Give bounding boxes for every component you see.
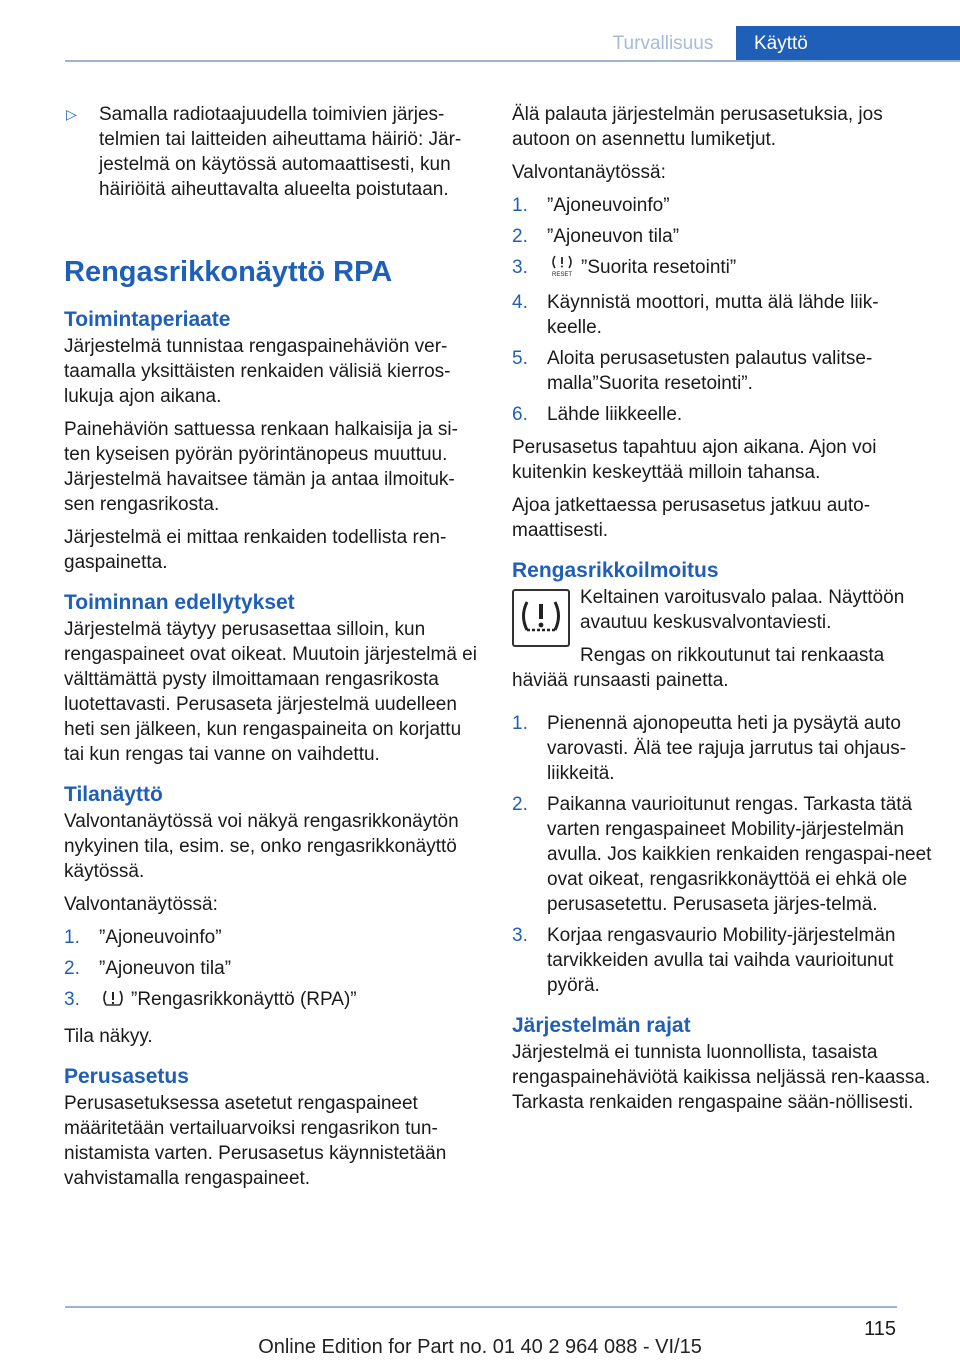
list-text: Paikanna vaurioitunut rengas. Tarkasta tätä varten rengaspaineet Mobility-järjestelmän avulla. Jos kaikkien renkaiden rengaspai-neet ovat oikeat, rengasrikkonäyttöä ei ehkä ole perusasetettu. Perusaseta järjes-telmä. bbox=[547, 794, 932, 915]
triangle-bullet-icon: ▷ bbox=[66, 106, 77, 122]
list-item bbox=[512, 711, 932, 786]
list-number: 2. bbox=[512, 794, 528, 815]
paragraph: Rengas on rikkoutunut tai renkaasta häviää runsaasti painetta. bbox=[512, 645, 885, 691]
note-text: Samalla radiotaajuudella toimivien järjes-telmien tai laitteiden aiheuttama häiriö: Jär-jestelmä on käytössä automaattisesti, kun häiriöitä aiheuttavalta alueelta poistutaan. bbox=[99, 104, 462, 200]
steps-list-puncture bbox=[512, 711, 932, 998]
heading-toimintaperiaate: Toimintaperiaate bbox=[64, 308, 231, 331]
paragraph: Painehäviön sattuessa renkaan halkaisija ja si-ten kyseisen pyörän pyörintänopeus muuttuu. Järjestelmä havaitsee tämän ja antaa ilmoituk-sen rengasrikosta. bbox=[64, 419, 458, 515]
list-item bbox=[512, 402, 932, 427]
list-number: 4. bbox=[512, 292, 528, 313]
right-column bbox=[512, 102, 932, 1123]
list-number: 2. bbox=[512, 226, 528, 247]
list-item bbox=[512, 255, 932, 284]
list-number: 3. bbox=[512, 257, 528, 278]
paragraph: Perusasetus tapahtuu ajon aikana. Ajon voi kuitenkin keskeyttää milloin tahansa. bbox=[512, 437, 877, 483]
list-number: 5. bbox=[512, 348, 528, 369]
list-item bbox=[512, 290, 932, 340]
list-item bbox=[64, 956, 480, 981]
list-text: ”Ajoneuvon tila” bbox=[99, 958, 232, 979]
paragraph: Perusasetuksessa asetetut rengaspaineet määritetään vertailuarvoiksi rengasrikon tun-nistamista varten. Perusasetus käynnistetään vahvistamalla rengaspaineet. bbox=[64, 1093, 447, 1189]
tire-pressure-icon bbox=[101, 989, 125, 1016]
list-text: ”Ajoneuvoinfo” bbox=[547, 195, 670, 216]
list-text: Lähde liikkeelle. bbox=[547, 404, 683, 425]
section-tab-kaytto[interactable]: Käyttö bbox=[736, 26, 960, 62]
heading-jarjestelman-rajat: Järjestelmän rajat bbox=[512, 1014, 691, 1037]
note-item bbox=[64, 102, 480, 202]
chapter-title: Rengasrikkonäyttö RPA bbox=[64, 256, 393, 288]
list-text: ”Rengasrikkonäyttö (RPA)” bbox=[131, 989, 357, 1010]
list-item bbox=[64, 987, 480, 1016]
page-number: 115 bbox=[864, 1318, 896, 1340]
warning-block bbox=[512, 585, 932, 701]
list-number: 3. bbox=[512, 925, 528, 946]
heading-perusasetus: Perusasetus bbox=[64, 1065, 189, 1088]
header-divider bbox=[65, 60, 960, 62]
paragraph: Järjestelmä täytyy perusasettaa silloin, kun rengaspaineet ovat oikeat. Muutoin järjestelmä ei välttämättä pysty ilmoittamaan rengasrikosta luotettavasti. Perusaseta järjestelmä uudelleen heti sen jälkeen, kun rengaspaineita on korjattu tai kun rengas tai vanne on vaihdettu. bbox=[64, 619, 477, 765]
paragraph: Ajoa jatkettaessa perusasetus jatkuu auto-maattisesti. bbox=[512, 495, 871, 541]
paragraph: Valvontanäytössä voi näkyä rengasrikkonäytön nykyinen tila, esim. se, onko rengasrikkonäyttö käytössä. bbox=[64, 811, 459, 882]
steps-list-status bbox=[64, 925, 480, 1016]
tire-reset-icon bbox=[549, 255, 575, 284]
steps-list-reset bbox=[512, 193, 932, 427]
list-item bbox=[512, 193, 932, 218]
paragraph: Älä palauta järjestelmän perusasetuksia, jos autoon on asennettu lumiketjut. bbox=[512, 104, 883, 150]
footer-divider bbox=[65, 1306, 897, 1308]
list-number: 3. bbox=[64, 989, 80, 1010]
list-item bbox=[512, 346, 932, 396]
list-text: Korjaa rengasvaurio Mobility-järjestelmän tarvikkeiden avulla tai vaihda vaurioitunut pyörä. bbox=[547, 925, 896, 996]
list-item bbox=[512, 792, 932, 917]
list-item bbox=[64, 925, 480, 950]
paragraph: Valvontanäytössä: bbox=[64, 894, 218, 915]
list-number: 1. bbox=[512, 195, 528, 216]
list-text: ”Ajoneuvon tila” bbox=[547, 226, 680, 247]
list-text: Pienennä ajonopeutta heti ja pysäytä auto varovasti. Älä tee rajuja jarrutus tai ohjaus-liikkeitä. bbox=[547, 713, 907, 784]
section-tab-turvallisuus[interactable]: Turvallisuus bbox=[612, 33, 714, 54]
reset-label: RESET bbox=[551, 272, 573, 277]
paragraph: Keltainen varoitusvalo palaa. Näyttöön avautuu keskusvalvontaviesti. bbox=[580, 587, 905, 633]
paragraph: Järjestelmä ei tunnista luonnollista, tasaista rengaspainehäviötä kaikissa neljässä ren-kaassa. Tarkasta renkaiden rengaspaine sään-nöllisesti. bbox=[512, 1042, 931, 1113]
heading-rengasrikkoilmoitus: Rengasrikkoilmoitus bbox=[512, 559, 719, 582]
list-text: ”Ajoneuvoinfo” bbox=[99, 927, 222, 948]
list-item bbox=[512, 224, 932, 249]
list-text: Aloita perusasetusten palautus valitse-malla”Suorita resetointi”. bbox=[547, 348, 873, 394]
heading-tilanaytto: Tilanäyttö bbox=[64, 783, 163, 806]
paragraph: Tila näkyy. bbox=[64, 1026, 153, 1047]
heading-toiminnan-edellytykset: Toiminnan edellytykset bbox=[64, 591, 295, 614]
paragraph: Järjestelmä tunnistaa rengaspainehäviön ver-taamalla yksittäisten renkaiden välisiä kierros-lukuja ajon aikana. bbox=[64, 336, 451, 407]
left-column bbox=[64, 102, 480, 1199]
list-number: 6. bbox=[512, 404, 528, 425]
tire-warning-light-icon bbox=[512, 589, 570, 647]
list-text: ”Suorita resetointi” bbox=[581, 257, 737, 278]
list-number: 1. bbox=[512, 713, 528, 734]
list-item bbox=[512, 923, 932, 998]
edition-footer: Online Edition for Part no. 01 40 2 964 088 - VI/15 bbox=[258, 1336, 702, 1358]
list-text: Käynnistä moottori, mutta älä lähde liik-keelle. bbox=[547, 292, 879, 338]
paragraph: Järjestelmä ei mittaa renkaiden todellista ren-gaspainetta. bbox=[64, 527, 447, 573]
list-number: 2. bbox=[64, 958, 80, 979]
paragraph: Valvontanäytössä: bbox=[512, 162, 666, 183]
list-number: 1. bbox=[64, 927, 80, 948]
